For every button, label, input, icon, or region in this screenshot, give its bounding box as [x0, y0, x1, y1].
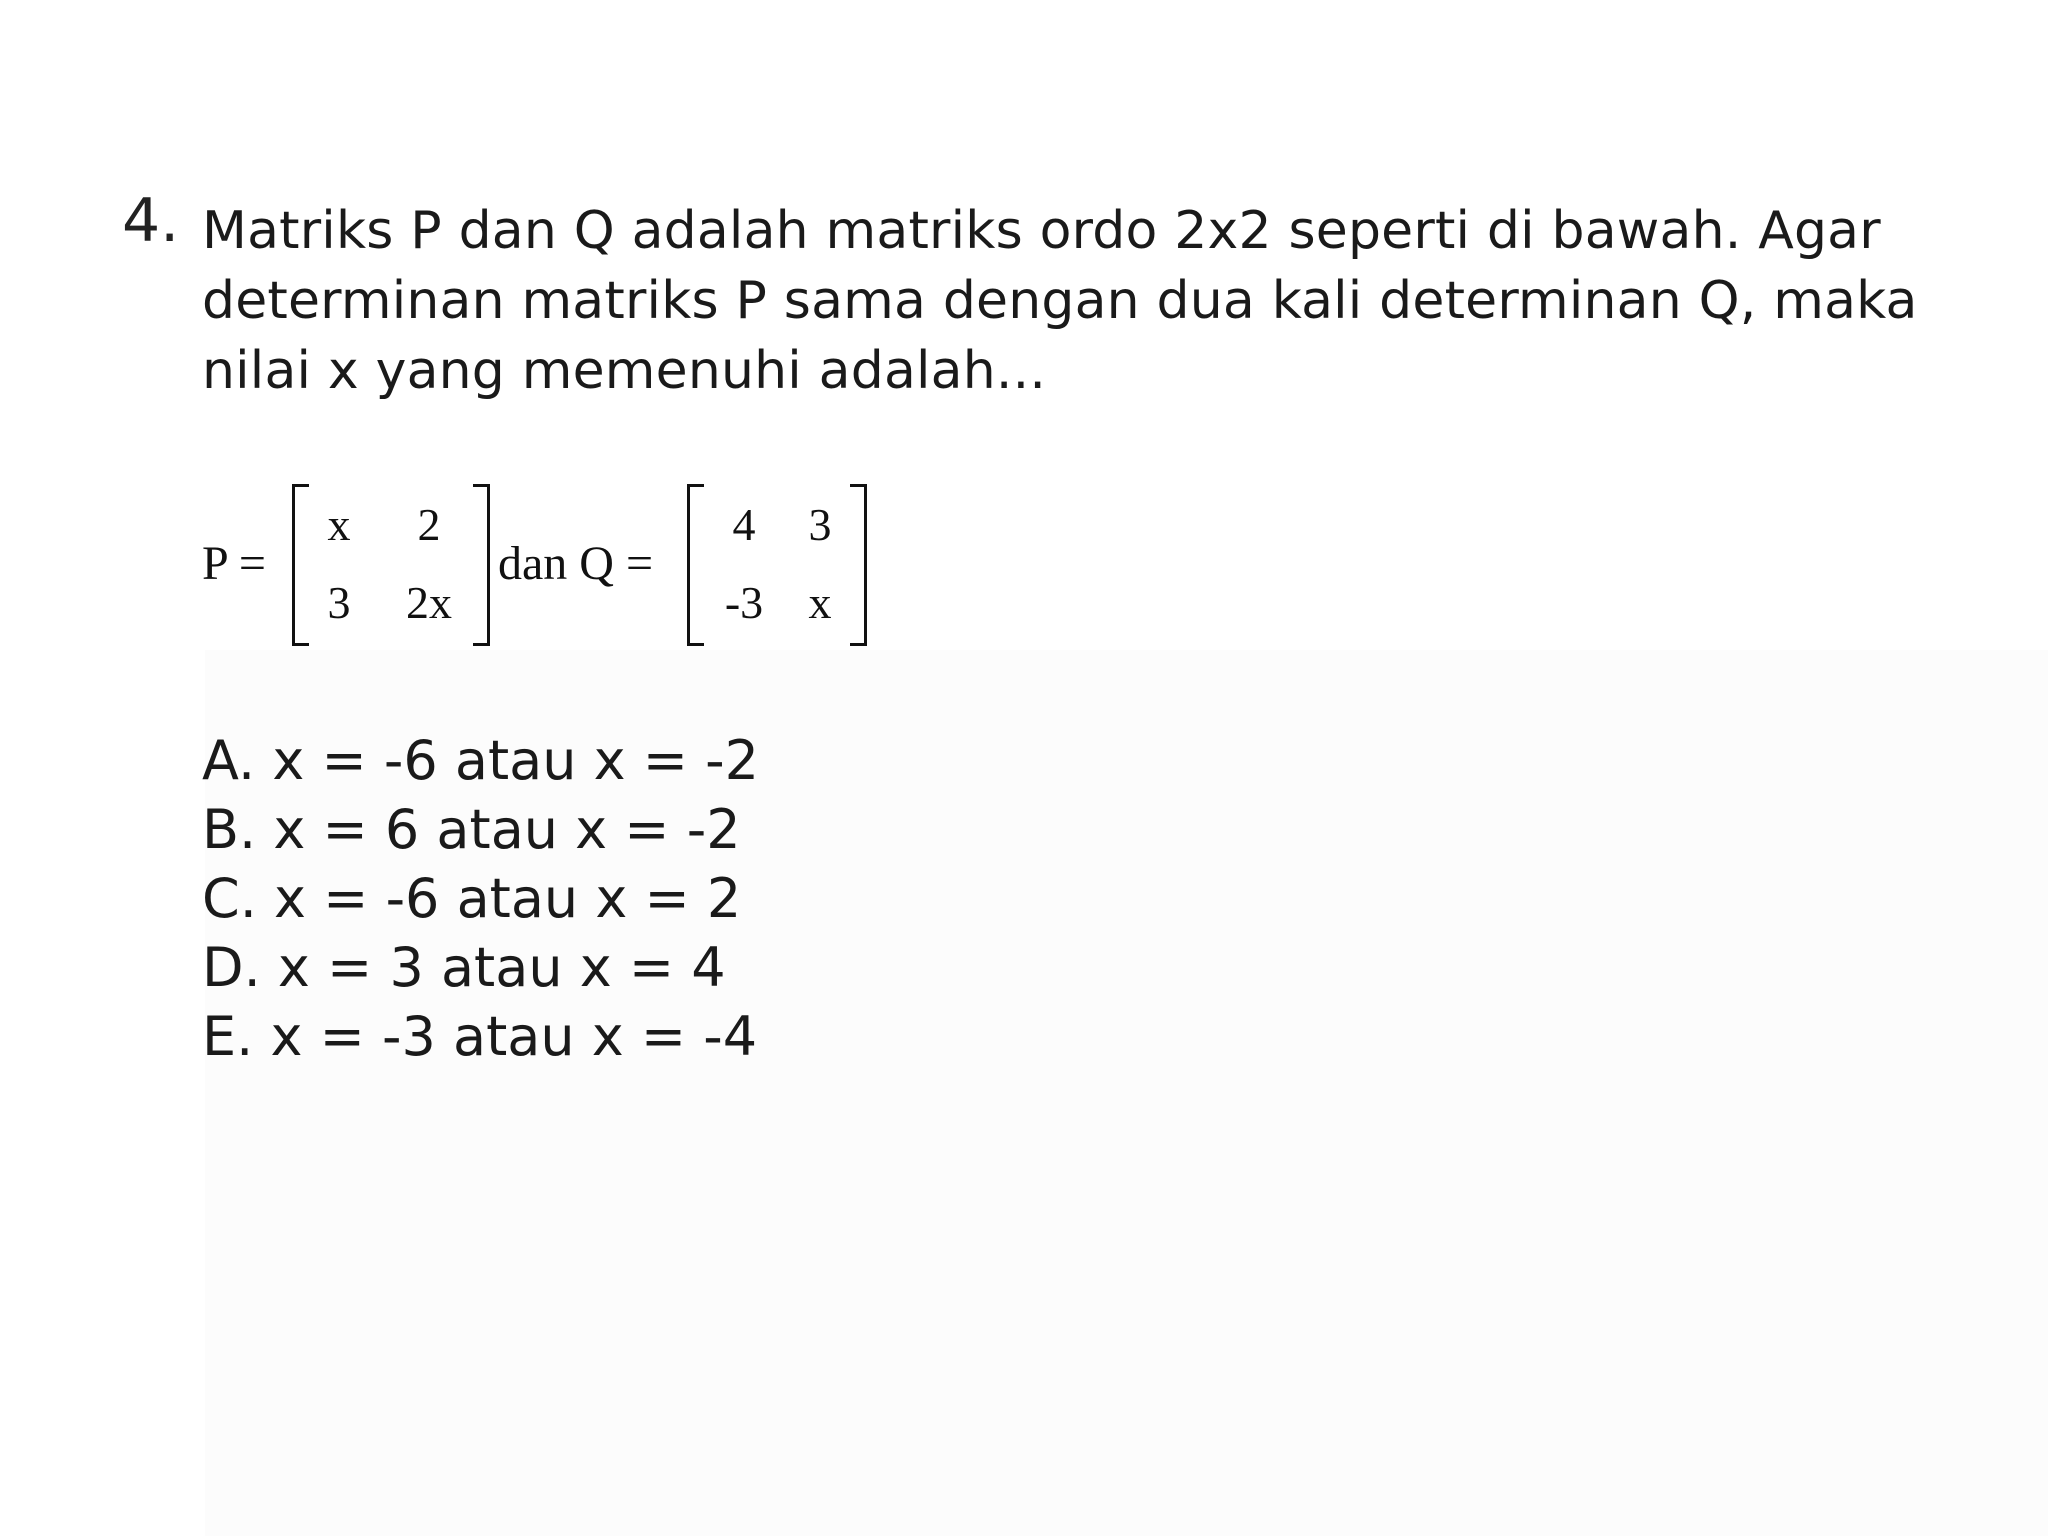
- answer-options: [202, 726, 759, 1071]
- question-line: nilai x yang memenuhi adalah...: [202, 341, 1047, 401]
- matrix-p-cell: 2x: [406, 577, 452, 628]
- matrix-equation: [200, 484, 900, 644]
- matrix-q-cell: -3: [724, 577, 764, 628]
- matrix-q-right-bracket: [850, 484, 867, 646]
- option-e[interactable]: E. x = -3 atau x = -4: [202, 1005, 758, 1068]
- option-b[interactable]: B. x = 6 atau x = -2: [202, 798, 741, 861]
- matrix-q-cell: 4: [732, 499, 756, 550]
- option-d[interactable]: D. x = 3 atau x = 4: [202, 936, 726, 999]
- matrix-q-cell: x: [808, 577, 832, 628]
- matrix-q-left-bracket: [687, 484, 704, 646]
- matrix-p-cell: x: [327, 499, 351, 550]
- q-label: dan Q =: [498, 537, 654, 590]
- matrix-p: [292, 484, 490, 644]
- matrix-p-cell: 3: [327, 577, 351, 628]
- matrix-q-cell: 3: [808, 499, 832, 550]
- option-c[interactable]: C. x = -6 atau x = 2: [202, 867, 742, 930]
- p-label: P =: [202, 537, 266, 590]
- matrix-p-cell: 2: [417, 499, 441, 550]
- matrix-p-right-bracket: [473, 484, 490, 646]
- question-number: 4.: [122, 186, 180, 256]
- question-line: determinan matriks P sama dengan dua kali determinan Q, maka: [202, 271, 1918, 331]
- option-a[interactable]: A. x = -6 atau x = -2: [202, 729, 759, 792]
- matrix-q: [687, 484, 867, 644]
- question-text: [202, 196, 1992, 406]
- question-line: Matriks P dan Q adalah matriks ordo 2x2 seperti di bawah. Agar: [202, 201, 1881, 261]
